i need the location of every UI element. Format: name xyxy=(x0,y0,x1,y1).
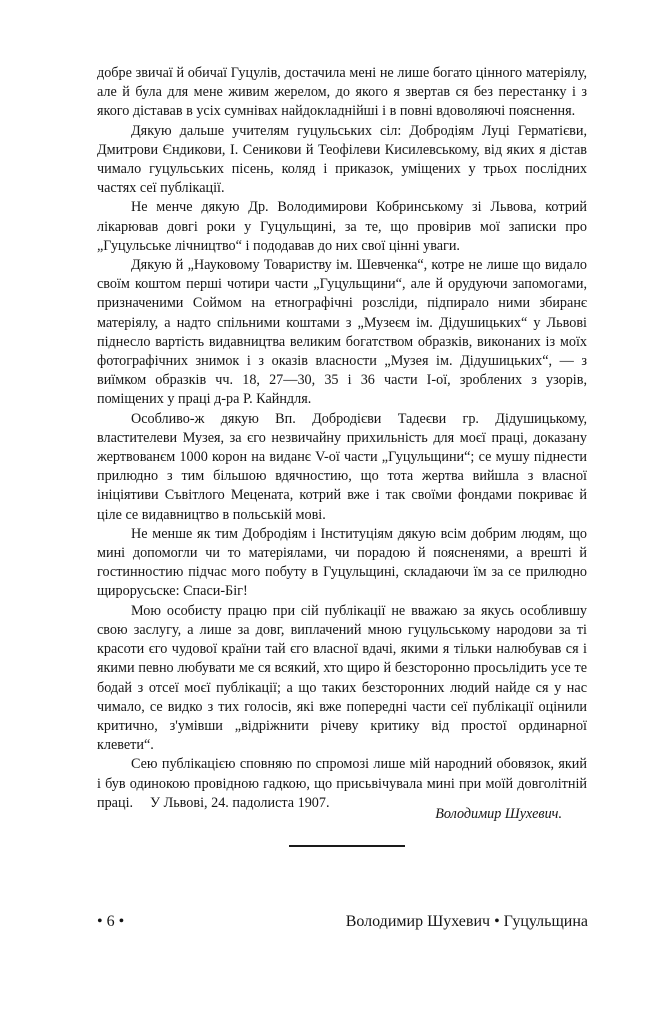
paragraph-2: Дякую дальше учителям гуцульських сіл: Добродіям Луці Герматієви, Дмитрови Єндикови, І. Сеникови й Теофілеви Кисилевському, від яких я дістав чимало гуцульських пісень, коляд і приказок, уміщених у трьох послідних частях сеї публікації. xyxy=(97,122,587,197)
body-text xyxy=(97,64,587,813)
paragraph-4: Дякую й „Науковому Товариству ім. Шевченка“, котре не лише що видало своїм коштом перші чотири части „Гуцульщини“, але й орудуючи запомогами, призначеними Соймом на етнографічні розсліди, підпирало ними збиранє матеріялу, а надто спільними коштами з „Музеєм ім. Дідушицьких“ у Львові піднесло вартість видавництва великим богатством образків, виконаних із моїх фотографічних знимок і з оказів власности „Музея ім. Дідушицьких“, — з виїмком образків чч. 18, 27—30, 35 і 36 части І-ої, зроблених з узорів, поміщених у праці д-ра Р. Кайндля. xyxy=(97,257,587,408)
paragraph-5: Особливо-ж дякую Вп. Добродієви Тадеєви гр. Дідушицькому, властителеви Музея, за єго незвичайну прихильність для моєї праці, доказану жертвованєм 1000 корон на виданє V-ої части „Гуцульщини“; се мушу піднести прилюдно з тим більшою вдячностию, що тота жертва вийшла з власної ініціятиви Съвітлого Мецената, котрий вже і так своїми фондами покриває й ціле се видавництво в польській мові. xyxy=(97,410,587,523)
paragraph-6: Не менше як тим Добродіям і Інституціям дякую всім добрим людям, що мині допомогли чи то матеріялами, чи порадою й поясненями, а врешті й гостинностию підчас мого побуту в Гуцульщині, складаючи їм за се прилюдно щирорусьске: Спаси-Біг! xyxy=(97,525,587,600)
paragraph-1: добре звичаї й обичаї Гуцулів, достачила мені не лише богато цінного матеріялу, але й була для мене живим жерелом, до якого я звертав ся без перестанку і з якого діставав в усіх сумнівах найдокладнійші і в повні вдоволяючі пояснення. xyxy=(97,65,587,120)
paragraph-7: Мою особисту працю при сій публікації не вважаю за якусь особлившу свою заслугу, а лише за довг, виплачений мною гуцульському народови за ті красоти єго чудової країни тай єго власної вдачі, якими я тільки налюбував ся і якими певно любувати ме ся всякий, хто щиро й безсторонно просьлідить усе те бодай з отсеї моєї публікації; а що таких безсторонних людий найде ся у нас чимало, се видко з тих голосів, які вже попередні части сеї публікації оцінили критично, з'умівши „відріжнити річеву критику від простої ординарної клевети“. xyxy=(97,602,587,754)
divider-rule xyxy=(289,845,405,847)
paragraph-8: Сею публікацією сповняю по спромозі лише мій народний обовязок, який і був одинокою провідною гадкою, що присьвічувала мині при моїй довголітній праці. xyxy=(97,756,587,811)
signature: Володимир Шухевич. xyxy=(435,806,562,822)
running-title: Володимир Шухевич • Гуцульщина xyxy=(345,913,588,930)
page-number: • 6 • xyxy=(97,913,125,930)
paragraph-3: Не менче дякую Др. Володимирови Кобринському зі Львова, котрий лікарював довгі роки у Гуцульщині, за те, що провірив мої записки про „Гуцульське лічництво“ і пододавав до них свої цінні уваги. xyxy=(97,199,587,254)
dateline: У Львові, 24. падолиста 1907. xyxy=(150,795,330,811)
